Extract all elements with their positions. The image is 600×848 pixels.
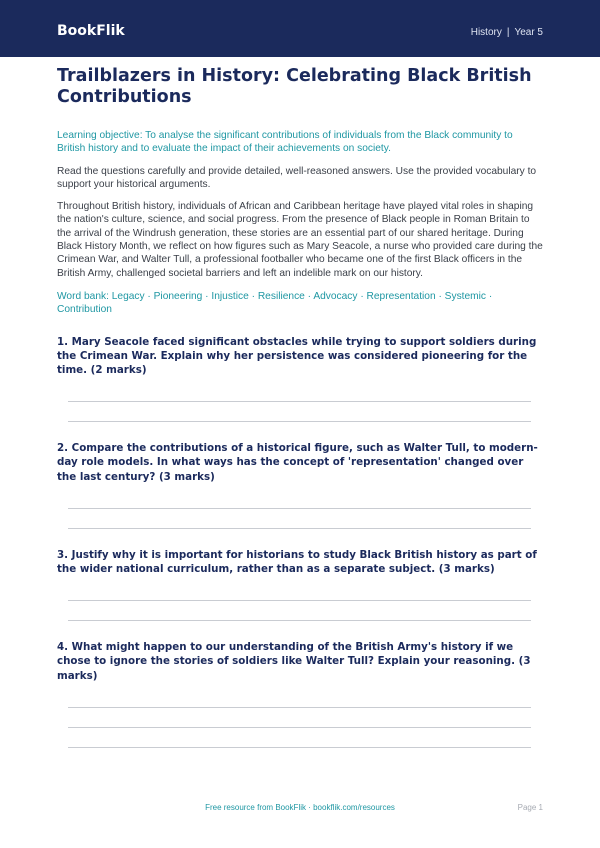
intro-paragraph: Throughout British history, individuals of African and Caribbean heritage have played vital roles in shaping the nation's culture, science, and social progress. From the presence of Black people in Roman Britain to the arrival of the Windrush generation, these stories are an essential part of our shared heritage. During Black History Month, we reflect on how figures such as Mary Seacole, a nurse who provided care during the Crimean War, and Walter Tull, a professional footballer who became one of the first Black officers in the British Army, challenged societal barriers and left an indelible mark on our history. — [57, 201, 543, 279]
answer-area[interactable] — [68, 508, 531, 529]
learning-objective: Learning objective: To analyse the significant contributions of individuals from the Black community to British history and to evaluate the impact of their achievements on society. — [57, 130, 513, 155]
answer-line[interactable] — [68, 421, 531, 422]
answer-line[interactable] — [68, 707, 531, 708]
header-meta — [471, 27, 543, 39]
worksheet-content — [57, 66, 543, 767]
brand-logo: BookFlik — [57, 23, 125, 39]
meta-separator: | — [506, 27, 510, 38]
page-title: Trailblazers in History: Celebrating Black British Contributions — [57, 66, 532, 107]
word-bank: Word bank: Legacy · Pioneering · Injustice · Resilience · Advocacy · Representation · Systemic · Contribution — [57, 290, 493, 316]
answer-line[interactable] — [68, 747, 531, 748]
question-block — [57, 640, 543, 748]
page-header — [0, 0, 600, 57]
answer-line[interactable] — [68, 401, 531, 402]
answer-line[interactable] — [68, 600, 531, 601]
footer-resource-link[interactable]: Free resource from BookFlik · bookflik.com/resources — [205, 803, 395, 812]
page-number: Page 1 — [517, 803, 543, 812]
question-text: 3. Justify why it is important for historians to study Black British history as part of the wider national curriculum, rather than as a separate subject. (3 marks) — [57, 548, 537, 575]
question-block — [57, 441, 543, 529]
answer-line[interactable] — [68, 620, 531, 621]
question-text: 1. Mary Seacole faced significant obstacles while trying to support soldiers during the Crimean War. Explain why her persistence was considered pioneering for the time. (2 marks) — [57, 335, 537, 376]
answer-line[interactable] — [68, 528, 531, 529]
question-text: 4. What might happen to our understanding of the British Army's history if we chose to ignore the stories of soldiers like Walter Tull? Explain your reasoning. (3 marks) — [57, 641, 531, 682]
subject-label: History — [470, 27, 502, 38]
year-label: Year 5 — [514, 27, 543, 38]
answer-area[interactable] — [68, 401, 531, 422]
question-block — [57, 335, 543, 423]
questions-list — [57, 335, 543, 748]
instructions-text: Read the questions carefully and provide detailed, well-reasoned answers. Use the provided vocabulary to support your historical arguments. — [57, 165, 537, 190]
answer-area[interactable] — [68, 707, 531, 748]
answer-line[interactable] — [68, 727, 531, 728]
answer-area[interactable] — [68, 600, 531, 621]
answer-line[interactable] — [68, 508, 531, 509]
question-text: 2. Compare the contributions of a historical figure, such as Walter Tull, to modern-day role models. In what ways has the concept of 'representation' changed over the last century? (3 marks) — [57, 442, 538, 483]
question-block — [57, 548, 543, 621]
